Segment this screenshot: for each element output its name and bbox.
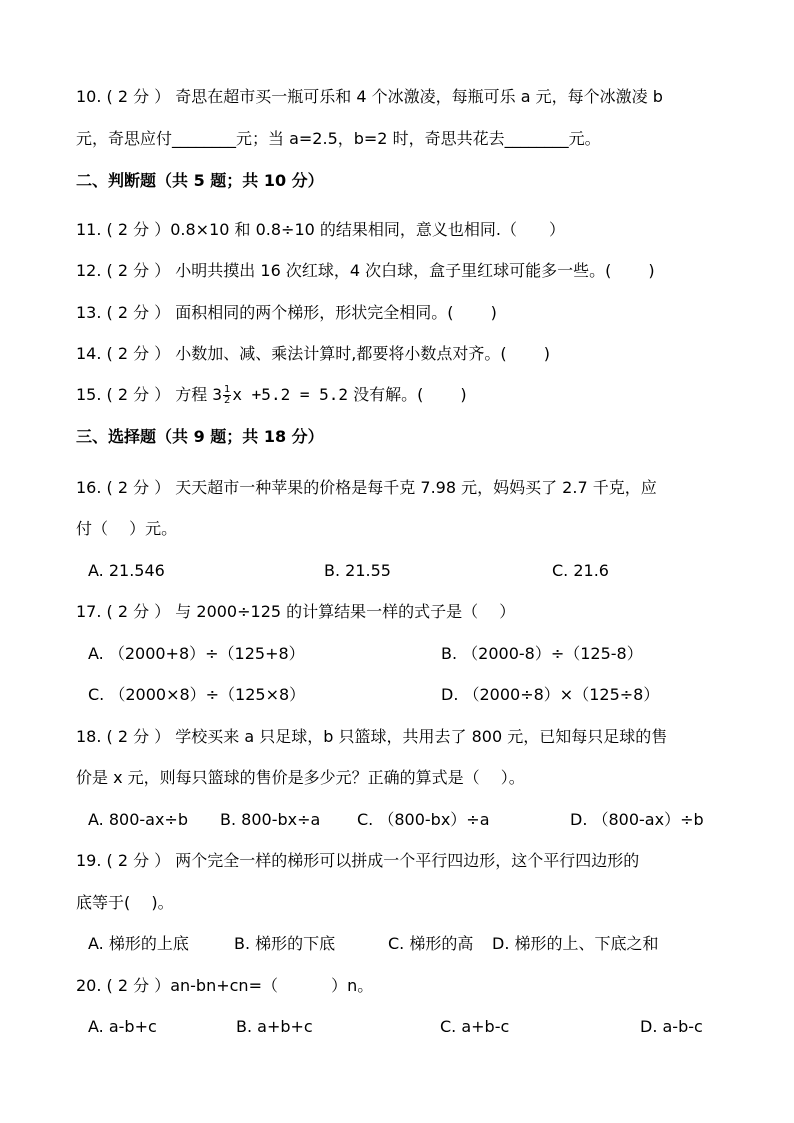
- q19-line-2: 底等于( )。: [76, 893, 174, 912]
- q15-fraction: [223, 385, 231, 406]
- q17-option-c: C. （2000×8）÷（125×8）: [88, 685, 306, 704]
- q15-numerator: 1: [224, 384, 231, 395]
- question-13: 13. ( 2 分 ） 面积相同的两个梯形，形状完全相同。( ): [76, 303, 497, 322]
- q20-option-d: D. a-b-c: [640, 1017, 703, 1036]
- q17-option-b: B. （2000-8）÷（125-8）: [441, 644, 643, 663]
- question-15: [76, 384, 467, 406]
- q19-option-d: D. 梯形的上、下底之和: [492, 934, 659, 953]
- section-3-heading: 三、选择题（共 9 题；共 18 分）: [76, 427, 324, 446]
- q18-option-b: B. 800-bx÷a: [220, 810, 321, 829]
- q16-option-a: A. 21.546: [88, 561, 165, 580]
- q19-option-b: B. 梯形的下底: [234, 934, 336, 953]
- q16-line-1: 16. ( 2 分 ） 天天超市一种苹果的价格是每千克 7.98 元，妈妈买了 2.7 千克，应: [76, 478, 657, 497]
- question-11: 11. ( 2 分 ）0.8×10 和 0.8÷10 的结果相同，意义也相同.（ ）: [76, 220, 565, 239]
- q19-option-c: C. 梯形的高: [388, 934, 474, 953]
- q20-line-1: 20. ( 2 分 ）an-bn+cn=（ ）n。: [76, 976, 374, 995]
- q15-denominator: 2: [224, 395, 231, 406]
- q18-option-c: C. （800-bx）÷a: [357, 810, 490, 829]
- q20-option-c: C. a+b-c: [440, 1017, 510, 1036]
- q15-prefix: 15. ( 2 分 ） 方程: [76, 385, 213, 404]
- q17-option-d: D. （2000÷8）×（125÷8）: [441, 685, 660, 704]
- q18-line-2: 价是 x 元，则每只篮球的售价是多少元？正确的算式是（ ）。: [76, 768, 525, 787]
- q10-line-2: 元，奇思应付________元；当 a=2.5，b=2 时，奇思共花去________元。: [76, 129, 601, 148]
- q18-line-1: 18. ( 2 分 ） 学校买来 a 只足球，b 只篮球，共用去了 800 元，已知每只足球的售: [76, 727, 668, 746]
- q19-line-1: 19. ( 2 分 ） 两个完全一样的梯形可以拼成一个平行四边形，这个平行四边形的: [76, 851, 640, 870]
- q10-line-1: 10. ( 2 分 ） 奇思在超市买一瓶可乐和 4 个冰激凌，每瓶可乐 a 元，每个冰激凌 b: [76, 87, 663, 106]
- q16-line-2: 付（ ）元。: [76, 519, 178, 538]
- q19-option-a: A. 梯形的上底: [88, 934, 189, 953]
- q18-option-d: D. （800-ax）÷b: [570, 810, 704, 829]
- q17-option-a: A. （2000+8）÷（125+8）: [88, 644, 305, 663]
- section-2-heading: 二、判断题（共 5 题；共 10 分）: [76, 171, 324, 190]
- q16-option-c: C. 21.6: [552, 561, 609, 580]
- q20-option-b: B. a+b+c: [236, 1017, 313, 1036]
- q15-suffix: 没有解。( ): [348, 385, 467, 404]
- q15-expression: x +5.2 = 5.2: [232, 385, 348, 404]
- question-12: 12. ( 2 分 ） 小明共摸出 16 次红球，4 次白球，盒子里红球可能多一些。( ): [76, 261, 655, 280]
- q16-option-b: B. 21.55: [324, 561, 391, 580]
- q15-whole: 3: [212, 385, 223, 404]
- q20-option-a: A. a-b+c: [88, 1017, 157, 1036]
- q17-line-1: 17. ( 2 分 ） 与 2000÷125 的计算结果一样的式子是（ ）: [76, 602, 516, 621]
- question-14: 14. ( 2 分 ） 小数加、减、乘法计算时,都要将小数点对齐。( ): [76, 344, 550, 363]
- q18-option-a: A. 800-ax÷b: [88, 810, 188, 829]
